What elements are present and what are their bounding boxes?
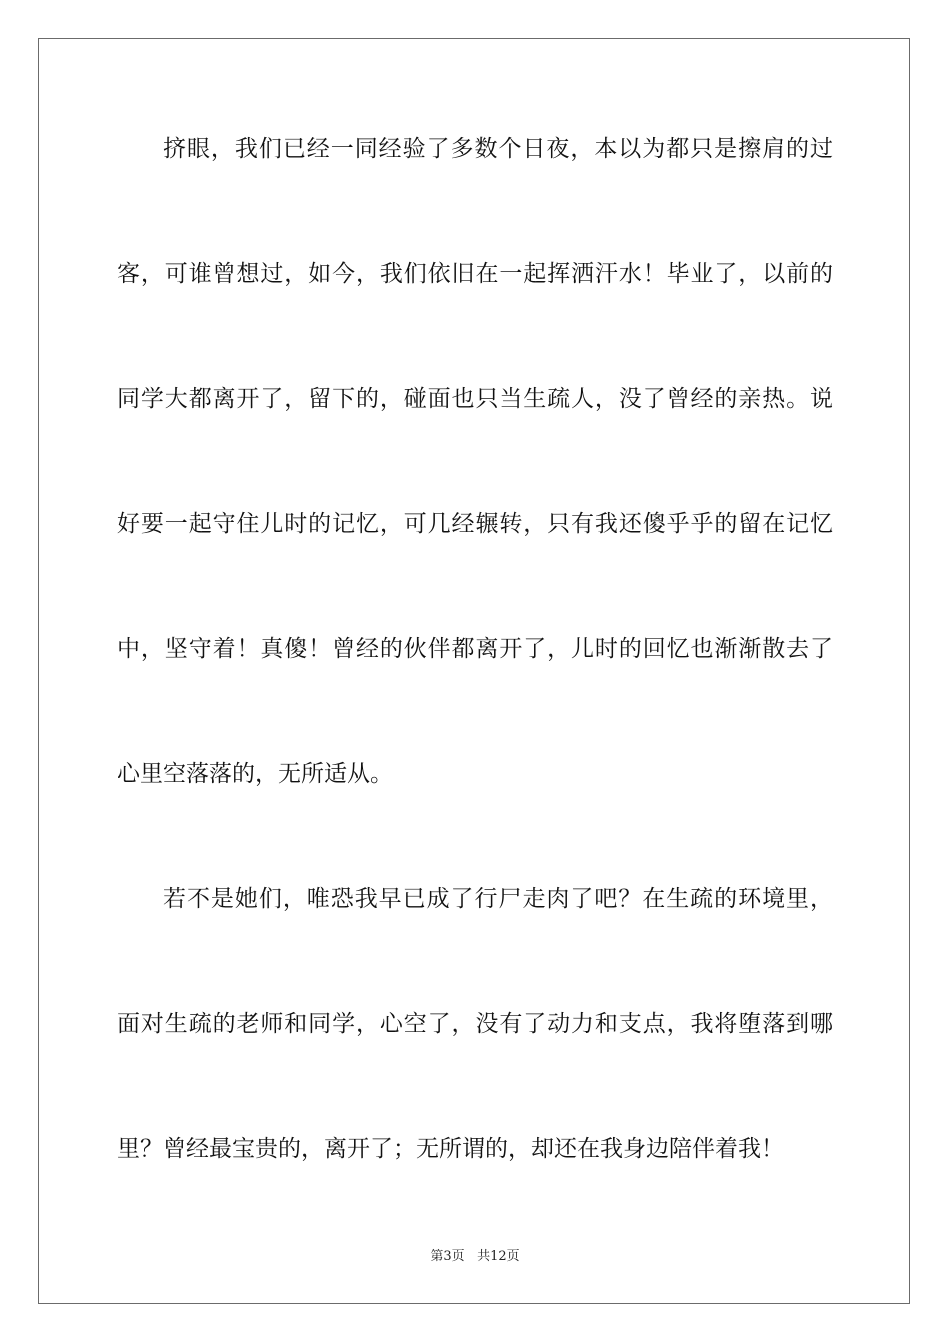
- paragraph-1-line-1: 挤眼，我们已经一同经验了多数个日夜，本以为都只是擦肩的过: [163, 136, 833, 162]
- paragraph-1-line-2: 客，可谁曾想过，如今，我们依旧在一起挥洒汗水！毕业了，以前的: [117, 261, 833, 287]
- page-footer: [0, 1248, 950, 1266]
- paragraph-1-line-6: 心里空落落的，无所适从。: [117, 761, 393, 787]
- paragraph-1-line-5: 中，坚守着！真傻！曾经的伙伴都离开了，儿时的回忆也渐渐散去了: [117, 636, 833, 662]
- paragraph-1-line-3: 同学大都离开了，留下的，碰面也只当生疏人，没了曾经的亲热。说: [117, 386, 833, 412]
- paragraph-1-line-4: 好要一起守住儿时的记忆，可几经辗转，只有我还傻乎乎的留在记忆: [117, 511, 833, 537]
- paragraph-2-line-2: 面对生疏的老师和同学，心空了，没有了动力和支点，我将堕落到哪: [117, 1011, 833, 1037]
- page-total: 共12页: [477, 1249, 520, 1264]
- paragraph-2-line-3: 里？曾经最宝贵的，离开了；无所谓的，却还在我身边陪伴着我！: [117, 1136, 784, 1162]
- page-border: [38, 38, 910, 1304]
- page-number: 第3页: [430, 1249, 465, 1264]
- paragraph-2-line-1: 若不是她们，唯恐我早已成了行尸走肉了吧？在生疏的环境里，: [163, 886, 833, 912]
